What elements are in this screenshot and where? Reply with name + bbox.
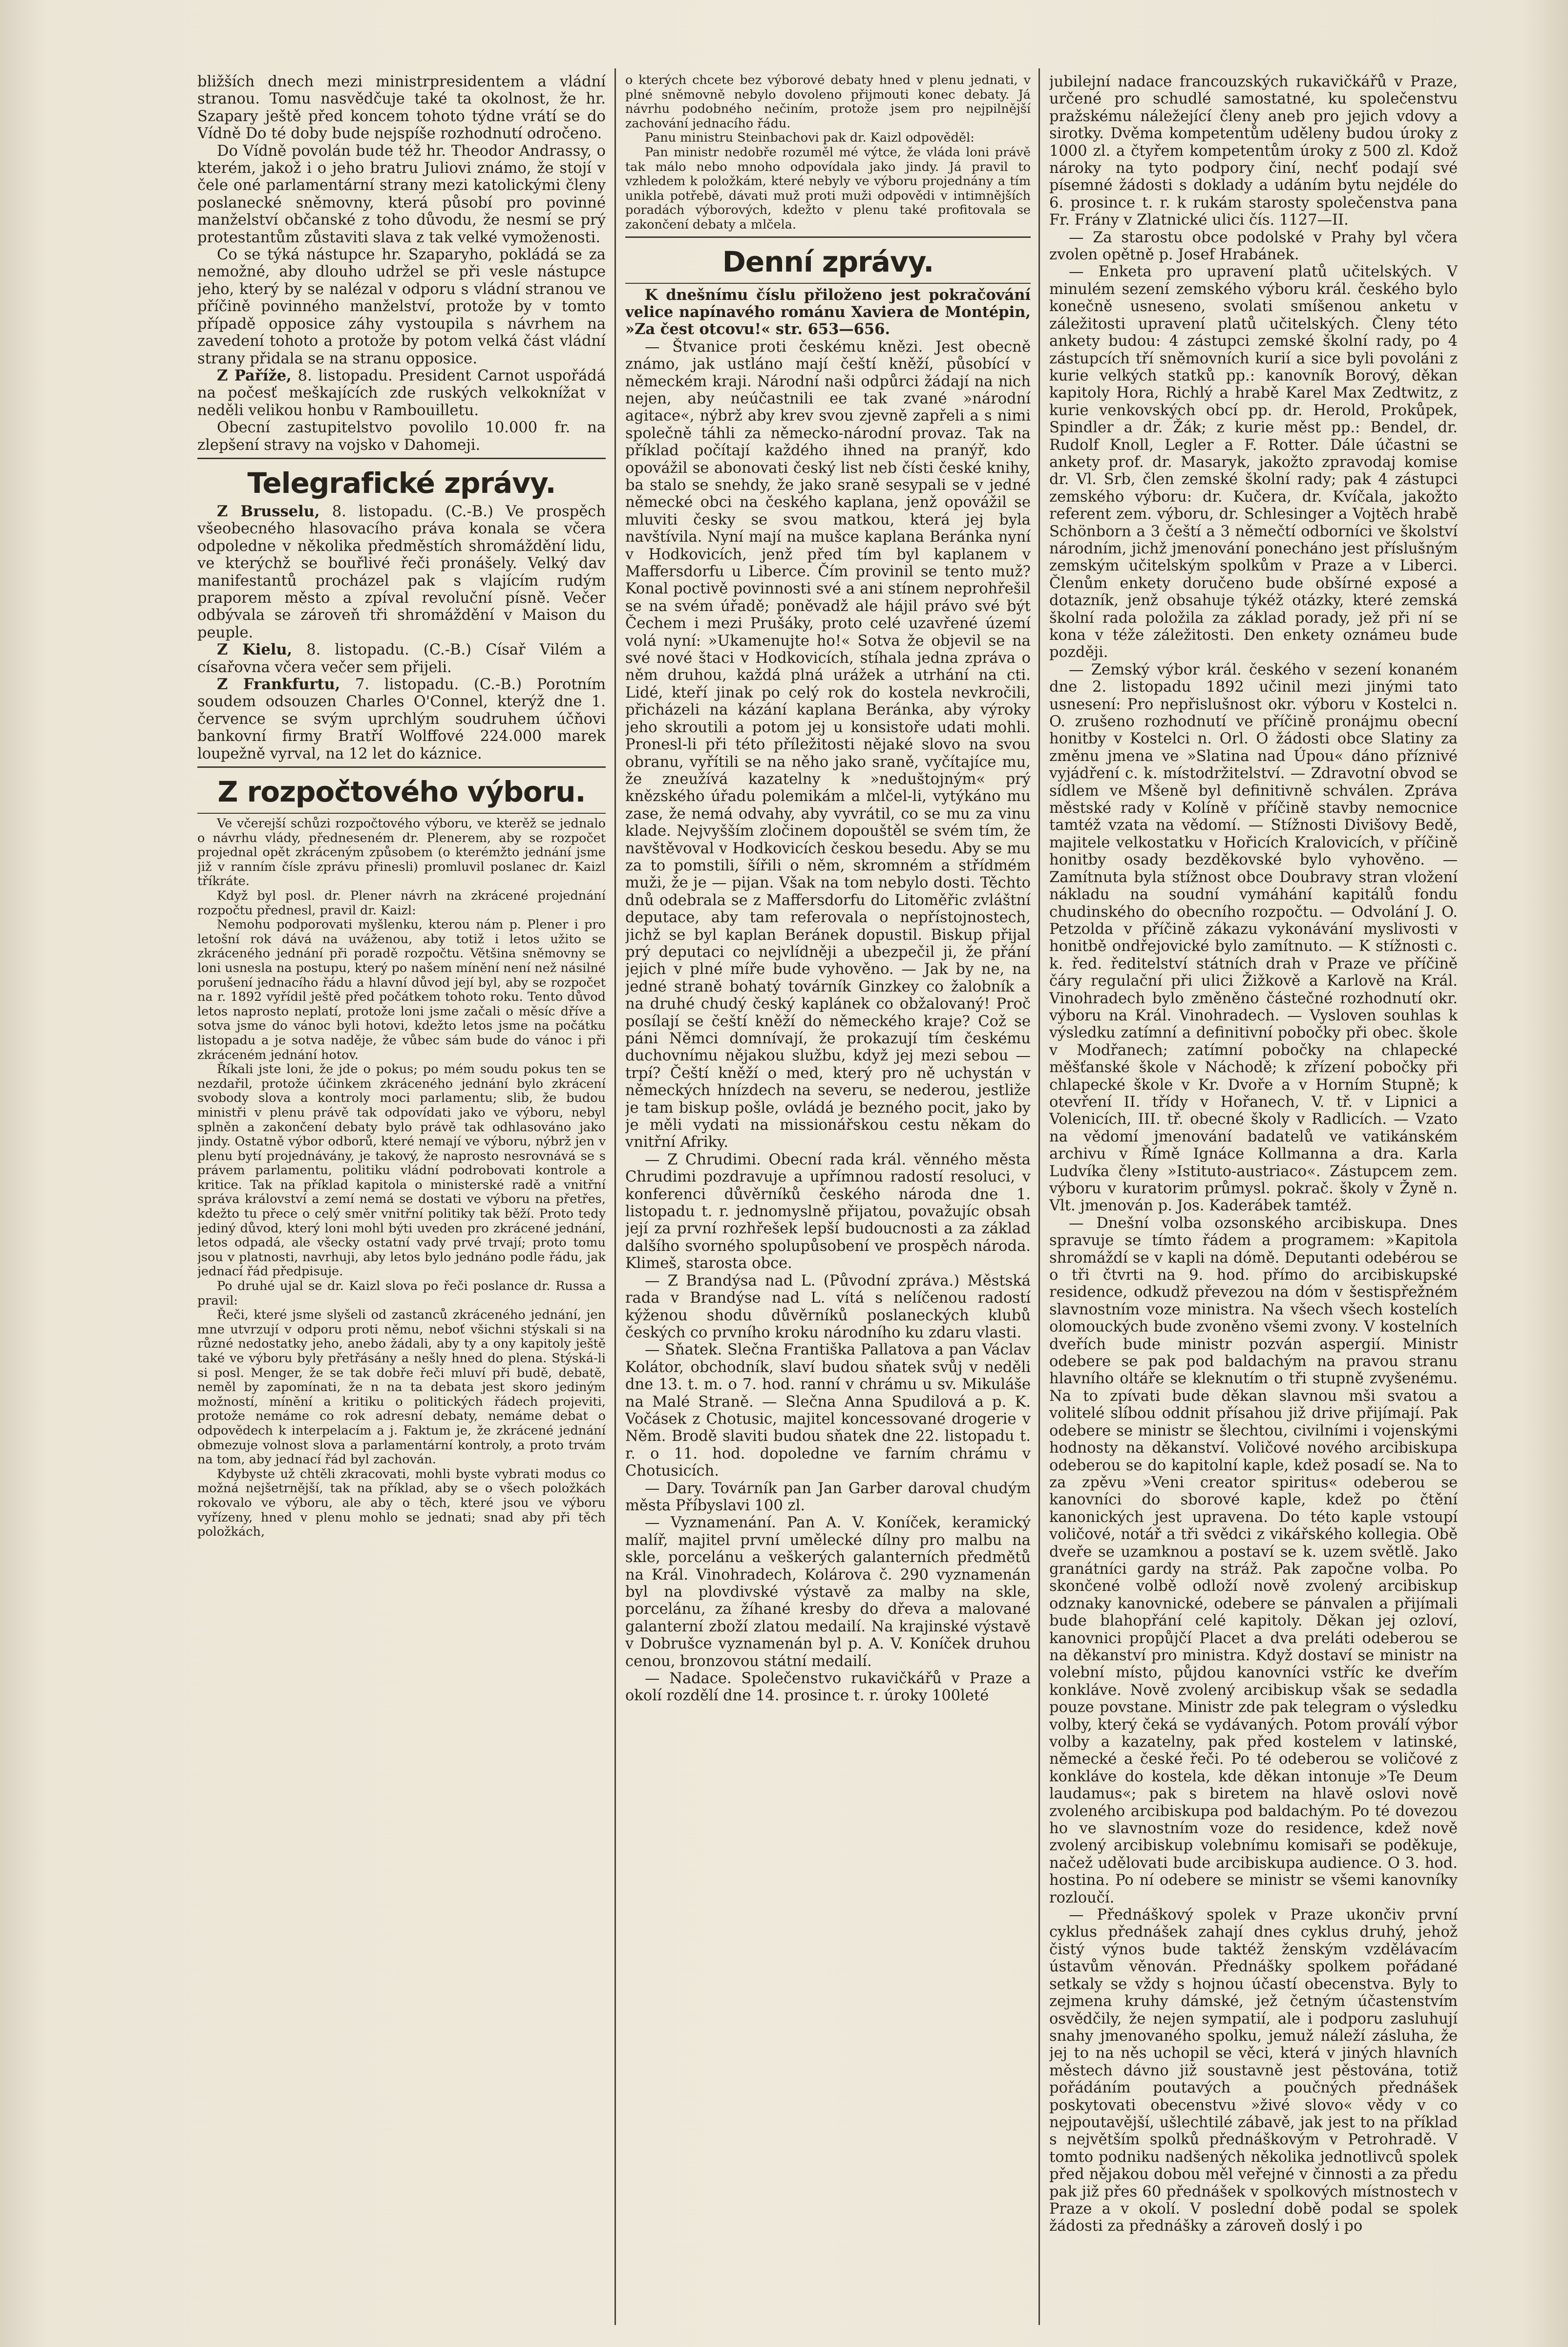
paragraph [197,503,606,641]
paragraph: — Zemský výbor král. českého v sezení konaném dne 2. listopadu 1892 učinil mezi jinými tato usnesení: Pro nepřislušnost okr. výboru v Kostelci n. O. zrušeno rozhodnutí ve příčině pronájmu obecní honitby v Kostelci n. Orl. O žádosti obce Slatiny za změnu jmena ve »Slatina nad Úpou« dáno příznivé vyjádření c. k. místodržitelství. — Zdravotní obvod se sídlem ve Mšeně byl definitivně schválen. Zpráva městské rady v Kolíně v příčině stavby nemocnice tamtéž vzata na vědomí. — Stížnosti Divišovy Bedě, majitele velkostatku v Hořicích Kralovicích, v příčině honitby osady bezděkovské bylo vyhověno. — Zamítnuta byla stížnost obce Doubravy stran vložení nákladu na soudní vymáhání kapitálů fondu chudinského do obecního rozpočtu. — Odvolání J. O. Petzolda v příčině zákazu vykonávání myslivosti v honitbě ondřejovické bylo zamítnuto. — K stížnosti c. k. řed. ředitelství státních drah v Praze ve příčině čáry regulační při ulici Žižkově a Karlově na Král. Vinohradech bylo změněno částečné rozhodnutí okr. výboru na Král. Vinohradech. — Vysloven souhlas k výsledku zatímní a definitivní pobočky při obec. škole v Modřanech; zatímní pobočky na chlapecké měšťanské škole v Náchodě; k zřízení pobočky při chlapecké škole v Kr. Dvoře a v Horním Stupně; k otevření II. třídy v Hořanech, V. tř. v Lipnici a Volenicích, III. tř. obecné školy v Radlicích. — Vzato na vědomí jmenování badatelů ve vatikánském archivu v Římě Ignáce Kollmanna a dra. Karla Ludvíka členy »Istituto-austriaco«. Zástupcem zem. výboru v kuratorim průmysl. pokrač. školy v Žyně n. Vlt. jmenován p. Jos. Kaderábek tamtéž. [1049,661,1458,1215]
paragraph [197,641,606,676]
column-right [1049,73,1458,2320]
paragraph [197,676,606,762]
paragraph: — Za starostu obce podolské v Prahy byl včera zvolen opětně p. Josef Hrabánek. [1049,229,1458,264]
paragraph: jubilejní nadace francouzských rukavičkářů v Praze, určené pro schudlé samostatné, ku společenstvu pražskému náležející členy aneb pro jejich vdovy a sirotky. Dvěma kompetentům uděleny budou úroky z 1000 zl. a čtyřem kompetentům úroky z 500 zl. Kdož nároky na tyto podpory činí, nechť podají své písemné žádosti s doklady a udáním bytu nejdéle do 6. prosince t. r. k rukám starosty společenstva pana Fr. Frány v Zlatnické ulici čís. 1127—II. [1049,73,1458,229]
paragraph: bližších dnech mezi ministrpresidentem a vládní stranou. Tomu nasvědčuje také ta okolnost, že hr. Szapary ještě před koncem tohoto týdne vrátí se do Vídně Do té doby bude nejspíše rozhodnutí odročeno. [197,73,606,143]
dateline: Z Paříže, [217,366,292,384]
dateline: Z Frankfurtu, [217,676,340,693]
dateline: Z Brusselu, [217,502,320,520]
section-rule [625,236,1031,238]
column-rule [614,68,616,2325]
section-rule [625,283,1031,284]
paragraph: Nemohu podporovati myšlenku, kterou nám p. Plener i pro letošní rok dává na uváženou, aby totiž i letos užito se zkráceného jednání při poradě rozpočtu. Většina sněmovny se loni usnesla na postupu, který po našem mínění není než násilné porušení jednacího řádu a hlavní důvod její byl, aby se rozpočet na r. 1892 vyřídil ještě před počátkem tohoto roku. Tento důvod letos naprosto neplatí, protože loni jsme začali o měsíc dříve a sotva jsme do vánoc byli hotovi, kdežto letos jsme na počátku listopadu a je sotva naděje, že vůbec sám bude do vánoc i při zkráceném jednání hotov. [197,917,606,1062]
section-heading: Telegrafické zprávy. [247,466,556,500]
paragraph: — Přednáškový spolek v Praze ukončiv první cyklus přednášek zahají dnes cyklus druhý, jehož čistý výnos bude taktéž ženským vzdělávacím ústavům věnován. Přednášky spolkem pořádané setkaly se vždy s hojnou účastí obecenstva. Byly to zejmena kruhy dámské, jež četným účastenstvím osvědčily, že nejen sympatií, ale i podporu zasluhují snahy jmenovaného spolku, jemuž náleží zásluha, že jej to na něs uchopil se věci, která v jiných hlavních městech dávno již soustavně jest pěstována, totiž pořádáním poutavých a poučných přednášek poskytovati obecenstvu »živé slovo« vědy v co nejpoutavější, ušlechtilé zábavě, jak jest to na příklad s největším spolků přednáškovým v Petrohradě. V tomto podniku nadšených několika jednotlivců spolek před nějakou dobou měl veřejné v činnosti a za předu pak již přes 60 přednášek v spolkových místnostech v Praze a v okolí. V poslední době podal se spolek žádosti za přednášky a zároveň doslý i po [1049,1906,1458,2235]
section-heading: Z rozpočtového výboru. [217,775,586,809]
paragraph: Řeči, které jsme slyšeli od zastanců zkráceného jednání, jen mne utvrzují v odporu proti němu, neboť všichni stýskali si na různé nedostatky jeho, anebo žádali, aby ty a ony kapitoly ještě také ve výboru byly přetřásány a nešly hned do plena. Stýská-li si posl. Menger, že se tak dobře řeči mluví při budě, debatě, neměl by zapomínati, že n na ta debata jest skoro jediným možností, mínění a kritiku o politických řádech projeviti, protože nemáme co rok adresní debaty, nemáme debat o odpovědech k interpelacím a j. Faktum je, že zkrácené jednání obmezuje volnost slova a parlamentární kontroly, a proto trvám na tom, aby jednací řád byl zachován. [197,1308,606,1467]
section-heading: Denní zprávy. [722,245,934,278]
paragraph: — Z Chrudimi. Obecní rada král. věnného města Chrudimi pozdravuje a upřímnou radostí resoluci, v konferenci důvěrníků českého národa dne 1. listopadu t. r. jednomyslně přijatou, považujíc obsah její za první rozhřešek lepší budoucnosti a za základ dalšího svorného spolupůsobení ve prospěch národa. Klimeš, starosta obce. [625,1151,1031,1272]
section-rule [197,458,606,459]
paragraph-text: 8. listopadu. President Carnot uspořádá na počesť meškajících zde ruských velkoknížat v neděli velikou honbu v Rambouilletu. [197,367,606,419]
paragraph: Když byl posl. dr. Plener návrh na zkrácené projednání rozpočtu přednesl, pravil dr. Kaizl: [197,888,606,918]
paragraph: Do Vídně povolán bude též hr. Theodor Andrassy, o kterém, jakož i o jeho bratru Juliovi známo, že stojí v čele oné parlamentární strany mezi katolickými členy poslanecké sněmovny, která působí pro povinné manželství občanské z toho důvodu, že nesmí se prý protestantům zůstaviti slava z tak velké vymoženosti. [197,142,606,246]
paragraph: Pan ministr nedobře rozuměl mé výtce, že vláda loni právě tak málo nebo mnoho odpovídala jako jindy. Já pravil to vzhledem k položkám, které nebyly ve výboru projednány a tím unikla potřebě, dávati muž proti muži odpovědi v intimnějších poradách výborových, kdežto v plenu také profitovala se zakončení debaty a mlčela. [625,145,1031,232]
section-rule [197,813,606,814]
paragraph: Po druhé ujal se dr. Kaizl slova po řeči poslance dr. Russa a pravil: [197,1279,606,1308]
paragraph [197,367,606,419]
paragraph: — Vyznamenání. Pan A. V. Koníček, keramický malíř, majitel první umělecké dílny pro malbu na skle, porcelánu a veškerých galanterních předmětů na Král. Vinohradech, Kolárova č. 290 vyznamenán byl na plovdivské výstavě za malby na skle, porcelánu, za žíhané kresby do dřeva a malované galanterní zboží zlatou medailí. Na krajinské výstavě v Dobrušce vyznamenán byl p. A. V. Koníček druhou cenou, bronzovou státní medailí. [625,1514,1031,1670]
paragraph: — Sňatek. Slečna Františka Pallatova a pan Václav Kolátor, obchodník, slaví budou sňatek svůj v neděli dne 13. t. m. o 7. hod. ranní v chrámu u sv. Mikuláše na Malé Straně. — Slečna Anna Spudilová a p. K. Vočásek z Chotusic, majitel koncessované drogerie v Něm. Brodě slaviti budou sňatek dne 22. listopadu t. r. o 11. hod. dopoledne ve farním chrámu v Chotusicích. [625,1341,1031,1480]
paragraph: Říkali jste loni, že jde o pokus; po mém soudu pokus ten se nezdařil, protože účinkem zkráceného jednání bylo zkrácení svobody slova a kontroly moci parlamentu; slib, že budou ministři v plenu právě tak odpovídati jako ve výboru, nebyl splněn a zakončení debaty bylo právě tak odhlasováno jako jindy. Ostatně výbor odborů, které nemají ve výboru, nýbrž jen v plenu bytí projednávány, je takový, že naprosto nesrovnává se s právem parlamentu, politiku vládní podrobovati kontrole a kritice. Tak na příklad kapitola o ministerské radě a vnitřní správa království a zemí nemá se dostati ve výboru na přetřes, kdežto tu přece o celý směr vnitřní politiky tak běží. Proto tedy jediný důvod, který loni mohl býti uveden pro zkrácené jednání, letos odpadá, ale všecky ostatní vady prvé trvají; proto tomu jsou v platnosti, navrhuji, aby letos bylo jednáno podle řádu, jak jednací řád předpisuje. [197,1062,606,1279]
column-middle [625,73,1031,2320]
paragraph: Co se týká nástupce hr. Szaparyho, pokládá se za nemožné, aby dlouho udržel se při vesle nástupce jeho, který by se nalézal v odporu s vládní stranou ve příčině povinného manželství, protože by v tomto případě opposice záhy vystoupila s návrhem na zavedení tohoto a protože by potom velká část vládní strany přidala se na stranu opposice. [197,246,606,367]
dateline: Z Kielu, [217,641,293,659]
paragraph: — Nadace. Společenstvo rukavičkářů v Praze a okolí rozdělí dne 14. prosince t. r. úroky 100leté [625,1670,1031,1705]
paragraph: Ve včerejší schůzi rozpočtového výboru, ve kterěž se jednalo o návrhu vlády, předneseném dr. Plenerem, aby se rozpočet projednal opět zkráceným způsobem (o kterémžto jednání jsme již v ranním čísle zprávu přinesli) promluvil poslanec dr. Kaizl tříkráte. [197,816,606,889]
paragraph: K dnešnímu číslu přiloženo jest pokračování velice napínavého románu Xaviera de Montépin, »Za čest otcovu!« str. 653—656. [625,286,1031,338]
paragraph: Obecní zastupitelstvo povolilo 10.000 fr. na zlepšení stravy na vojsko v Dahomeji. [197,419,606,454]
paragraph-text: 7. listopadu. (C.-B.) Porotním soudem odsouzen Charles O'Connel, kterýž dne 1. července se svým uprchlým soudruhem účňovi bankovní firmy Bratří Wolffové 224.000 marek loupežně vyrval, na 12 let do káznice. [197,676,606,762]
paragraph: o kterých chcete bez výborové debaty hned v plenu jednati, v plné sněmovně nebylo dovoleno přijmouti konec debaty. Já návrhu podobného nečiním, protože jsem pro nejpilnější zachování jednacího řádu. [625,73,1031,131]
paragraph: — Enketa pro upravení platů učitelských. V minulém sezení zemského výboru král. českého bylo konečně usneseno, svolati smíšenou anketu v záležitosti upravení platů učitelských. Členy této ankety budou: 4 zástupci zemské školní rady, po 4 zástupcích tří sněmovních kurií a sice byli povoláni z kurie velkých statků pp.: kanovník Borový, děkan kapitoly Hora, Richlý a hrabě Karel Max Zedtwitz, z kurie venkovských obcí pp. dr. Herold, Prokůpek, Spindler a dr. Žák; z kurie měst pp.: Bendel, dr. Rudolf Knoll, Legler a F. Rotter. Dále účastni se ankety prof. dr. Masaryk, jakožto zpravodaj komise dr. Vl. Srb, člen zemské školní rady; pak 4 zástupci zemského výboru: dr. Kučera, dr. Kvíčala, jakožto referent zem. výboru, dr. Schlesinger a Vojtěch hrabě Schönborn a 3 čeští a 3 němečtí odborníci ve školství národním, jichž jmenování ponecháno jest příslušným zemským učitelským spolkům v Praze a v Liberci. Členům enkety doručeno bude obšírné exposé a dotazník, jenž obsahuje týkéž otázky, které zemská školní rada položila za základ porady, jež při ní se kona v téže záležitosti. Den enkety oznámeu bude později. [1049,263,1458,661]
paragraph: Panu ministru Steinbachovi pak dr. Kaizl odpověděl: [645,130,975,146]
section-rule [197,766,606,768]
article-body [625,73,1031,233]
column-left [197,73,606,2320]
paragraph-text: 8. listopadu. (C.-B.) Císař Vilém a císařovna včera večer sem přijeli. [197,641,606,676]
paragraph: — Štvanice proti českému knězi. Jest obecně známo, jak ustláno mají čeští kněží, působící v německém kraji. Národní naši odpůrci žádají na nich nejen, aby neúčastnili ee tak zvané »národní agitace«, nýbrž aby krev svou zjevně zapřeli a s nimi společně táhli za německo-národní provaz. Tak na příklad počítají každého ihned na pranýř, kdo opovážil se abonovati český list neb čísti české knihy, ba stalo se snehdy, že jako sraně sesypali se v jedné německé obci na českého kaplana, jenž opovážil se mluviti česky se svou matkou, která jej byla navštívila. Nyní mají na mušce kaplana Beránka nyní v Hodkovicích, jenž před tím byl kaplanem v Maffersdorfu u Liberce. Čím provinil se tento muž? Konal poctivě povinnosti své a ani stínem neprohřešil se na svém úřadě; poněvadž ale hájil právo své být Čechem i mezi Prušáky, proto celé uzavřené území volá nyní: »Ukamenujte ho!« Sotva že objevil se na své nové štaci v Hodkovicích, stíhala jedna zpráva o něm druhou, každá plná urážek a utrhání na cti. Lidé, kteří jinak po celý rok do kostela nevkročili, přicházeli na kázání kaplana Beránka, aby výroky jeho skroutili a potom jej u konsistoře udati mohli. Pronesl-li při této příležitosti nějaké slovo na svou obranu, vyřítili se na něho jako sraně, vyčítajíce mu, že zneužívá kazatelny k »neduštojným« prý knězského úřadu polemikám a mlčel-li, vytýkáno mu zase, že nemá odvahy, aby vyvrátil, co se mu za vinu klade. Nejvyšším zločinem dopouštěl se svém tím, že navštěvoval v Hodkovicích českou besedu. Aby se mu za to pomstili, šířili o něm, skromném a střídmém muži, že je — pijan. Však na tom nebylo dosti. Těchto dnů odebrala se z Maffersdorfu do Litoměřic zvláštní deputace, aby tam referovala o nepřístojnostech, jichž se byl kaplan Beránek dopustil. Biskup přijal prý deputaci co nejvlídněji a ubezpečil ji, že přání jejich v plné míře bude vyhověno. — Jak by ne, na jedné straně bohatý továrník Ginzkey co žalobník a na druhé chudý český kaplánek co obžalovaný! Proč posílají se čeští kněží do německého kraje? Což se páni Němci domnívají, že prokazují tím českému duchovnímu nějakou službu, když jej mezi sebou — trpí? Čeští kněží o med, který pro ně uchystán v německých hnízdech na severu, se nederou, jestliže je tam biskup pošle, ovládá je bezného pocit, jako by je měli vydati na missionářskou cestu někam do vnitřní Afriky. [625,338,1031,1151]
paragraph: — Dary. Továrník pan Jan Garber daroval chudým města Příbyslavi 100 zl. [625,1480,1031,1514]
paragraph: Kdybyste už chtěli zkracovati, mohli byste vybrati modus co možná nejšetrnější, tak na příklad, aby se o všech položkách rokovalo ve výboru, ale aby o těch, které jsou ve výboru vyřízeny, hned v plenu mohlo se jednati; snad aby při těch položkách, [197,1466,606,1540]
paragraph: — Z Brandýsa nad L. (Původní zpráva.) Městská rada v Brandýse nad L. vítá s nelíčenou radostí kýženou shodu důvěrníků poslaneckých klubů českých co prvního kroku národního ku zdaru vlasti. [625,1272,1031,1341]
paragraph-text: 8. listopadu. (C.-B.) Ve prospěch všeobecného hlasovacího práva konala se včera odpoledne v několika předměstích shromáždění lidu, ve kterýchž se bouřlivé řeči pronášely. Velký dav manifestantů procházel pak s vlajícím rudým praporem město a zpíval revoluční písně. Večer odbývala se zároveň tři shromáždění v Maison du peuple. [197,503,606,641]
article-body [197,817,606,1540]
paragraph: — Dnešní volba ozsonského arcibiskupa. Dnes spravuje se tímto řádem a programem: »Kapitola shromáždí se v kapli na dómě. Deputanti odebérou se o tři čtvrti na 9. hod. přímo do arcibiskupské residence, odkudž převezou na dóm v šestispřežném slavnostním voze ministra. Na všech všech kostelích olomouckých bude zvoněno všemi zvony. V kostelních dveřích bude ministr pozván aspergií. Ministr odebere se pak pod baldachým na pravou stranu hlavního oltáře se kleknutím o tři stupně zvyšenému. Na to zpívati bude děkan slavnou mši svatou a volitelé slíbou oddnit přísahou již drive přijímají. Pak odebere se ministr se šlechtou, civilními i vojenskými hodnosty na děkanství. Voličové nového arcibiskupa odeberou se do kapitolní kaple, kdež posadí se. Na to za zpěvu »Veni creator spiritus« odeberou se kanovníci do sborové kaple, kdež po čtění kanonických jest upravena. Do této kaple vstoupí voličové, notář a tři svědci z vikářského kollegia. Obě dveře se uzamknou a postaví se k. uzem světlě. Jako granátníci gardy na stráž. Pak započne volba. Po skončené volbě odloží nově zvolený arcibiskup odznaky kanovnické, odebere se pánvalen a přijímali bude blahopřání celé kapitoly. Děkan jej ozloví, kanovnici propůjčí Placet a dva preláti odeberou se na děkanství pro ministra. Když dostaví se ministr na volební místo, půjdou kanovníci vstříc ke dveřím konkláve. Nově zvolený arcibiskup však se sedadla pouze povstane. Ministr zde pak telegram o výsledku volby, který čeká se vydávaných. Potom proválí výbor volby a kazatelny, pak před kostelem v latinské, německé a české řeči. Po té odeberou se voličové z konkláve do kostela, kde děkan intonuje »Te Deum laudamus«; pak s biretem na hlavě oslovi nově zvoleného arcibiskupa pod baldachým. Po té dovezou ho ve slavnostním voze do residence, kdež nově zvolený arcibiskup volebnímu komisaři se poděkuje, načež udělovati bude arcibiskupa audience. O 3. hod. hostina. Po ní odebere se ministr se všemi kanovníky rozloučí. [1049,1214,1458,1906]
column-rule [1038,68,1040,2325]
